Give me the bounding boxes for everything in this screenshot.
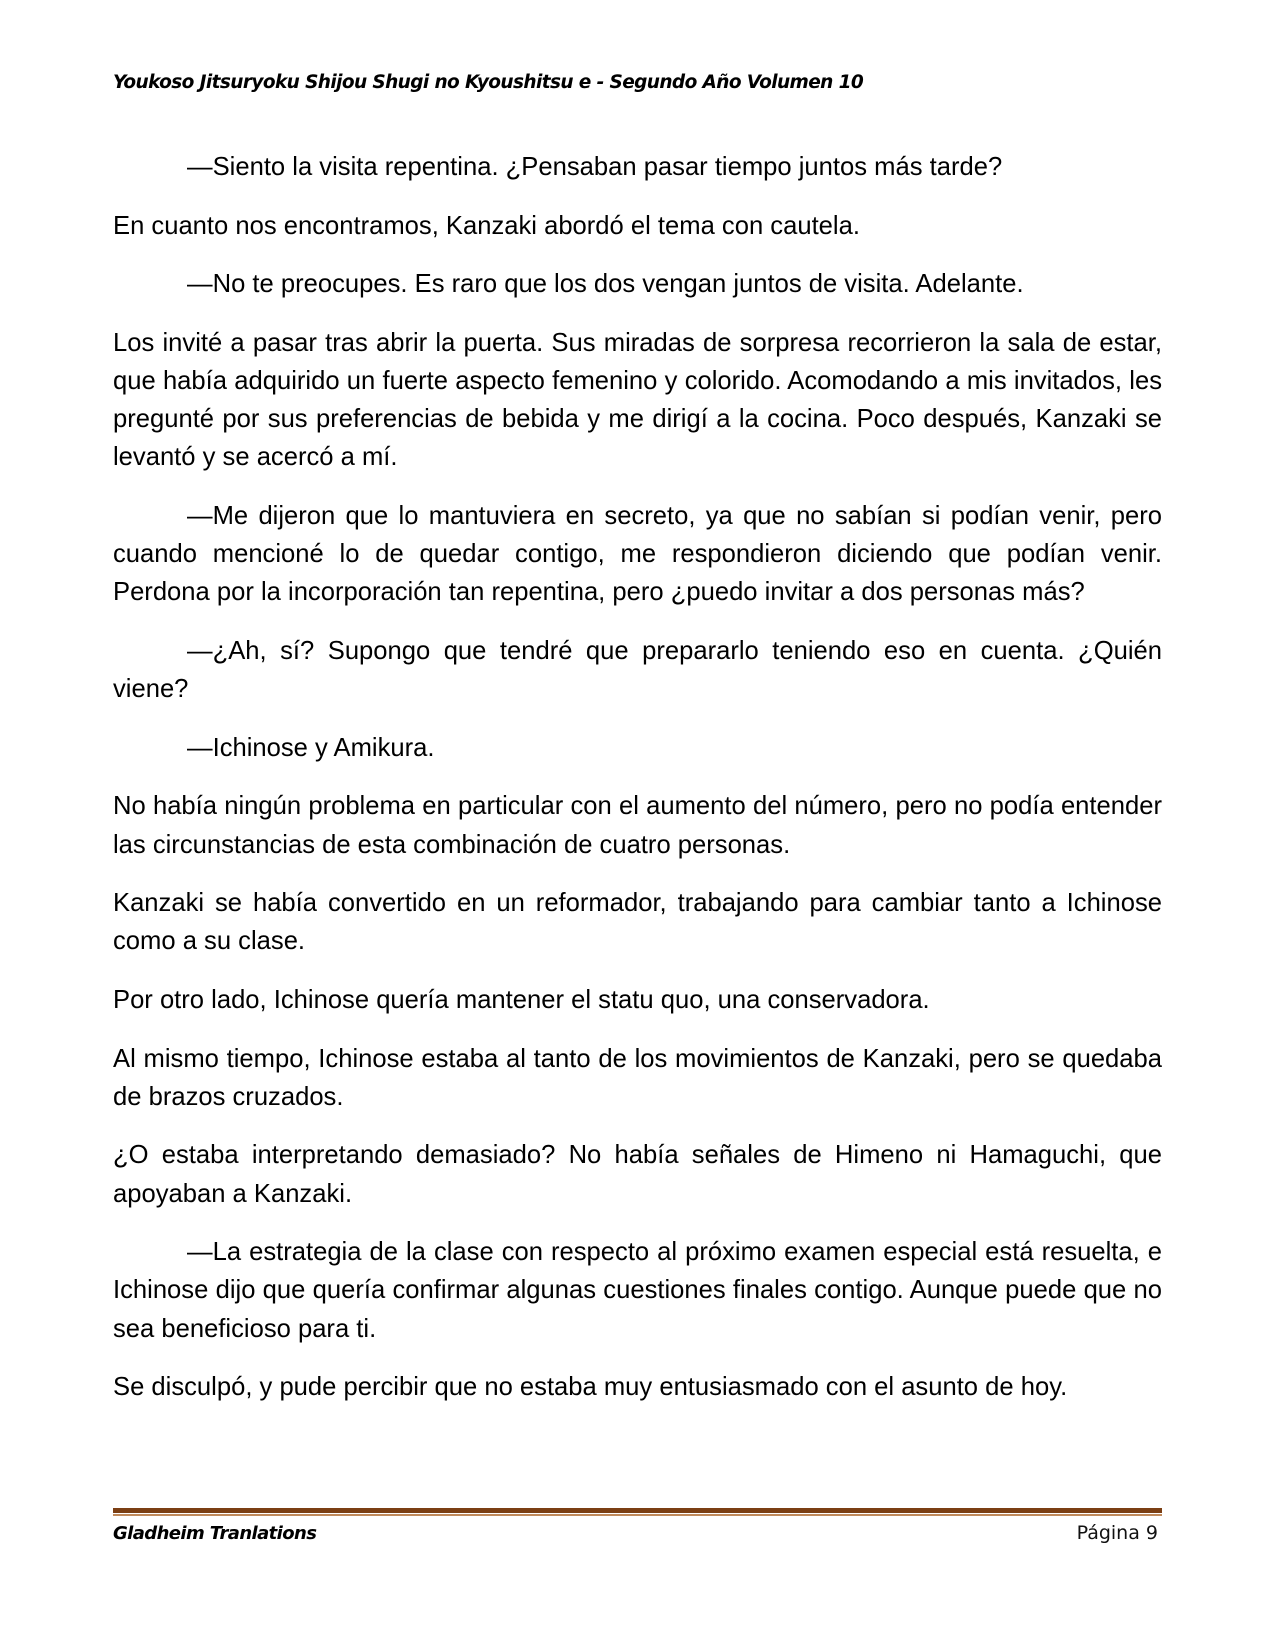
paragraph: Por otro lado, Ichinose quería mantener el statu quo, una conservadora. (113, 985, 930, 1014)
paragraph: —Me dijeron que lo mantuviera en secreto, ya que no sabían si podían venir, pero cuando mencioné lo de quedar contigo, me respondieron diciendo que podían venir. Perdona por la incorporación tan repentina, pero ¿puedo invitar a dos personas más? (113, 501, 1162, 607)
paragraph: No había ningún problema en particular con el aumento del número, pero no podía entender las circunstancias de esta combinación de cuatro personas. (113, 792, 1162, 859)
paragraph: —La estrategia de la clase con respecto al próximo examen especial está resuelta, e Ichinose dijo que quería confirmar algunas cuestiones finales contigo. Aunque puede que no sea beneficioso para ti. (113, 1238, 1162, 1343)
paragraph: Kanzaki se había convertido en un reformador, trabajando para cambiar tanto a Ichinose como a su clase. (113, 889, 1162, 956)
footer-divider (113, 1508, 1162, 1517)
paragraph: Se disculpó, y pude percibir que no estaba muy entusiasmado con el asunto de hoy. (113, 1373, 1068, 1402)
paragraph: —¿Ah, sí? Supongo que tendré que prepararlo teniendo eso en cuenta. ¿Quién viene? (113, 636, 1162, 704)
footer-credit: Gladheim Tranlations (113, 1523, 317, 1544)
paragraph: ¿O estaba interpretando demasiado? No había señales de Himeno ni Hamaguchi, que apoyaban a Kanzaki. (113, 1141, 1162, 1208)
paragraph: Al mismo tiempo, Ichinose estaba al tanto de los movimientos de Kanzaki, pero se quedaba de brazos cruzados. (113, 1044, 1162, 1111)
footer-divider-thin (113, 1514, 1162, 1516)
page-number: Página 9 (1076, 1522, 1158, 1544)
running-header-title: Youkoso Jitsuryoku Shijou Shugi no Kyoushitsu e - Segundo Año Volumen 10 (113, 72, 864, 93)
paragraph: —Ichinose y Amikura. (187, 733, 435, 762)
paragraph: —No te preocupes. Es raro que los dos vengan juntos de visita. Adelante. (187, 270, 1024, 299)
paragraph: En cuanto nos encontramos, Kanzaki abordó el tema con cautela. (113, 211, 860, 240)
body-text (113, 148, 1162, 1427)
paragraph: Los invité a pasar tras abrir la puerta. Sus miradas de sorpresa recorrieron la sala de estar, que había adquirido un fuerte aspecto femenino y colorido. Acomodando a mis invitados, les pregunté por sus preferencias de bebida y me dirigí a la cocina. Poco después, Kanzaki se levantó y se acercó a mí. (113, 328, 1162, 472)
paragraph: —Siento la visita repentina. ¿Pensaban pasar tiempo juntos más tarde? (187, 153, 1003, 181)
